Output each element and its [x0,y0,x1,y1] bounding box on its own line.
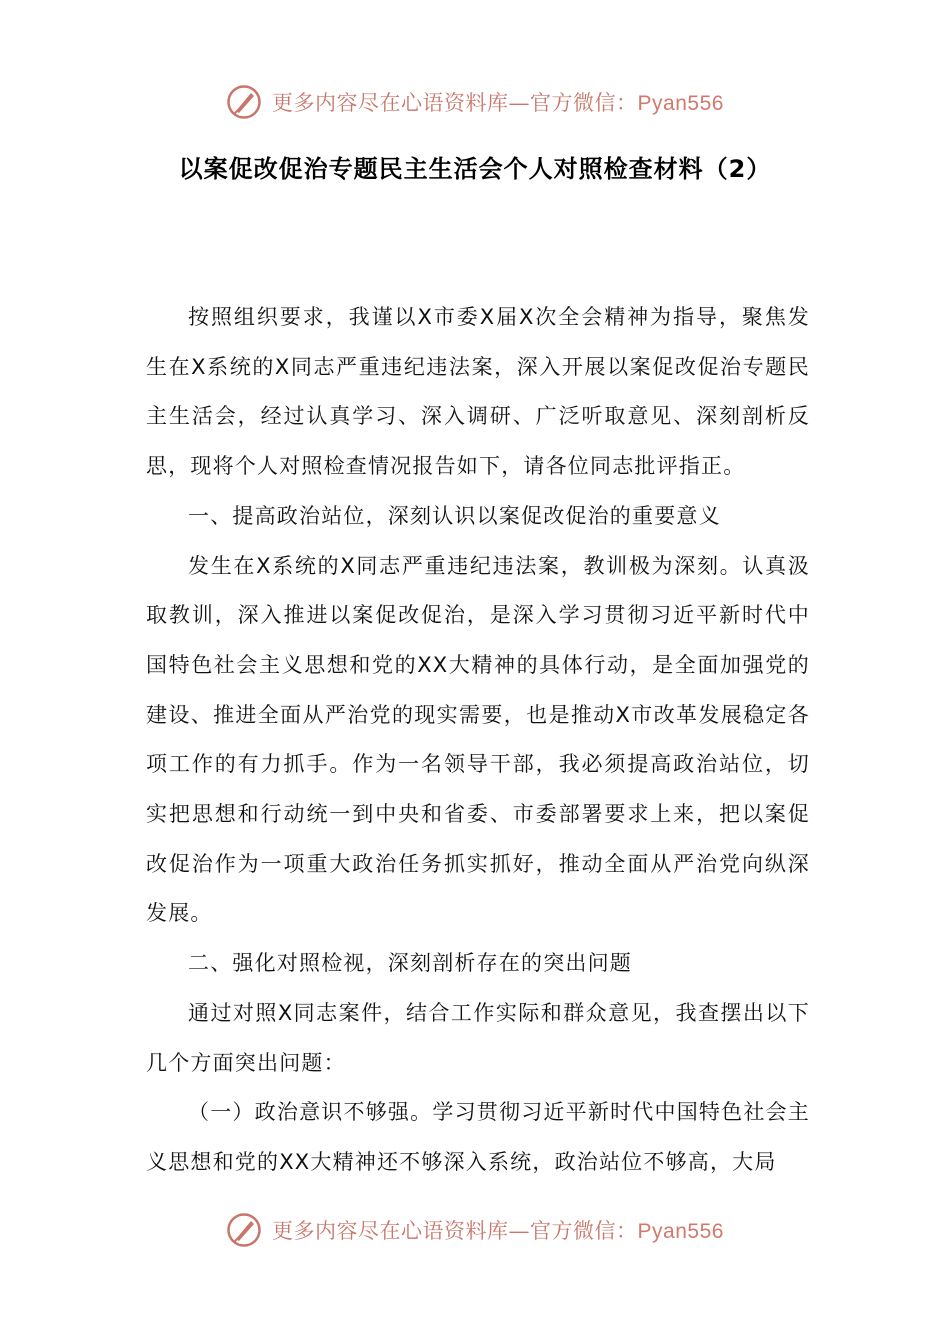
watermark-text [272,1215,724,1245]
footer-watermark [0,1210,950,1250]
watermark-wechat-id: Pyan556 [637,1220,724,1243]
paragraph-issue-1: （一）政治意识不够强。学习贯彻习近平新时代中国特色社会主义思想和党的XX大精神还不够深入系统，政治站位不够高，大局 [146,1100,810,1174]
paragraph-section-2-intro: 通过对照X同志案件，结合工作实际和群众意见，我查摆出以下几个方面突出问题： [146,1000,810,1075]
watermark-wechat-id: Pyan556 [637,92,724,115]
paragraph-intro: 按照组织要求，我谨以X市委X届X次全会精神为指导，聚焦发生在X系统的X同志严重违纪违法案，深入开展以案促改促治专题民主生活会，经过认真学习、深入调研、广泛听取意见、深刻剖析反思，现将个人对照检查情况报告如下，请各位同志批评指正。 [146,305,810,479]
watermark-label: 更多内容尽在心语资料库—官方微信： [272,1219,638,1243]
document-body [146,293,810,1188]
paragraph-section-1: 发生在X系统的X同志严重违纪违法案，教训极为深刻。认真汲取教训，深入推进以案促改促治，是深入学习贯彻习近平新时代中国特色社会主义思想和党的XX大精神的具体行动，是全面加强党的建设、推进全面从严治党的现实需要，也是推动X市改革发展稳定各项工作的有力抓手。作为一名领导干部，我必须提高政治站位，切实把思想和行动统一到中央和省委、市委部署要求上来，把以案促改促治作为一项重大政治任务抓实抓好，推动全面从严治党向纵深发展。 [146,553,810,926]
document-title: 以案促改促治专题民主生活会个人对照检查材料（2） [178,155,772,183]
watermark-text [272,87,724,117]
quill-logo-icon [226,84,262,120]
header-watermark [0,82,950,122]
quill-logo-icon [226,1212,262,1248]
heading-section-2: 二、强化对照检视，深刻剖析存在的突出问题 [188,951,632,976]
heading-section-1: 一、提高政治站位，深刻认识以案促改促治的重要意义 [188,503,721,528]
watermark-label: 更多内容尽在心语资料库—官方微信： [272,91,638,115]
